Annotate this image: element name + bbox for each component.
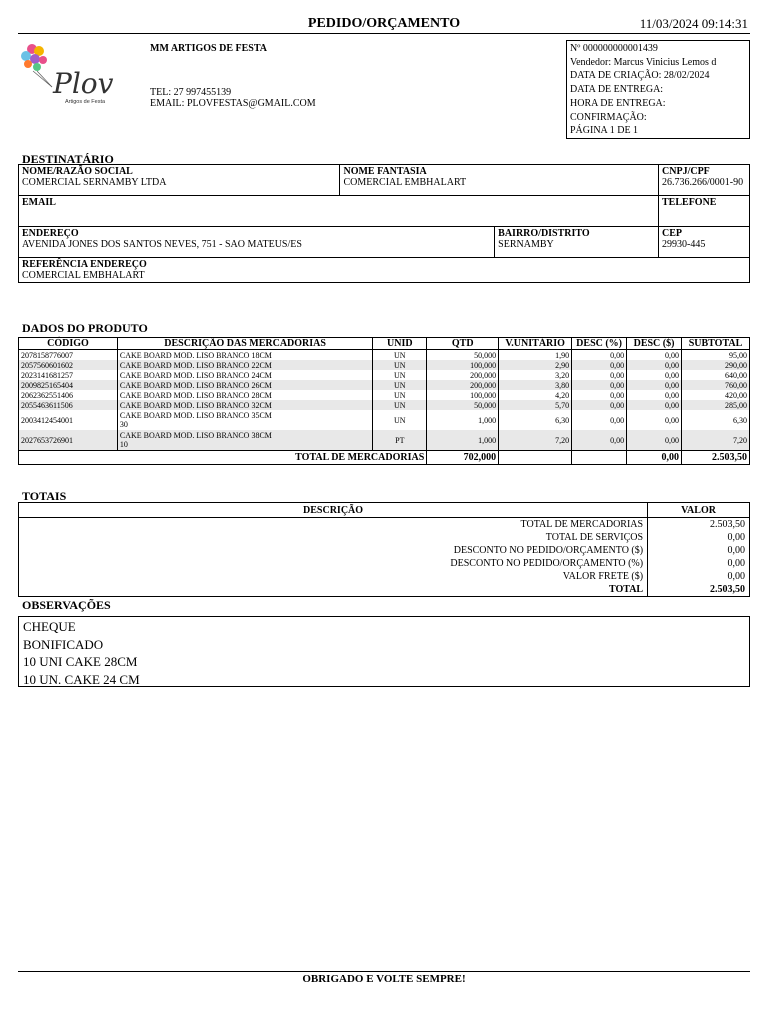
table-row — [19, 350, 750, 361]
cell-subtotal: 95,00 — [681, 350, 749, 361]
observation-line: 10 UN. CAKE 24 CM — [23, 671, 140, 687]
cell-subtotal: 290,00 — [681, 360, 749, 370]
order-info-box — [566, 40, 750, 139]
cell-subtotal: 420,00 — [681, 390, 749, 400]
print-datetime: 11/03/2024 09:14:31 — [639, 16, 748, 31]
cell-disc-val: 0,00 — [627, 380, 682, 390]
cell-disc-val: 0,00 — [627, 430, 682, 451]
totals-grand-total-row — [19, 583, 750, 597]
footer-message: OBRIGADO E VOLTE SEMPRE! — [302, 973, 466, 985]
order-delivery-date: DATA DE ENTREGA: — [570, 84, 664, 96]
totals-row — [19, 544, 750, 557]
cell-subtotal: 285,00 — [681, 400, 749, 410]
cell-description-line2: 10 — [119, 440, 128, 449]
cell-disc-pct: 0,00 — [572, 380, 627, 390]
totals-grand-total-label: TOTAL — [19, 583, 648, 597]
cell-description: CAKE BOARD MOD. LISO BRANCO 32CM — [117, 400, 372, 410]
totals-row-value: 0,00 — [648, 557, 750, 570]
cell-subtotal: 760,00 — [681, 380, 749, 390]
col-unit-price-header: V.UNITÁRIO — [499, 338, 572, 350]
totals-row-label: TOTAL DE MERCADORIAS — [19, 518, 648, 532]
order-created-date: DATA DE CRIAÇÃO: 28/02/2024 — [570, 70, 710, 82]
totals-desc-header: DESCRIÇÃO — [19, 503, 648, 518]
recipient-reference-cell: REFERÊNCIA ENDEREÇO COMERCIAL EMBHALART — [19, 258, 750, 283]
totals-row-label: DESCONTO NO PEDIDO/ORÇAMENTO (%) — [19, 557, 648, 570]
order-confirmation: CONFIRMAÇÃO: — [570, 111, 647, 123]
cell-qty: 100,000 — [427, 360, 499, 370]
products-header-row — [19, 338, 750, 350]
cell-unit-price: 7,20 — [499, 430, 572, 451]
order-seller: Vendedor: Marcus Vinicius Lemos d — [570, 56, 717, 68]
products-total-qty: 702,000 — [427, 451, 499, 465]
cell-unit-price: 3,20 — [499, 370, 572, 380]
cell-qty: 100,000 — [427, 390, 499, 400]
recipient-district: SERNAMBY — [498, 239, 554, 250]
cell-disc-pct: 0,00 — [572, 400, 627, 410]
totals-row-value: 0,00 — [648, 531, 750, 544]
cell-disc-val: 0,00 — [627, 360, 682, 370]
cell-description: CAKE BOARD MOD. LISO BRANCO 18CM — [117, 350, 372, 361]
cell-qty: 1,000 — [427, 410, 499, 430]
recipient-table — [18, 164, 750, 283]
cell-description: CAKE BOARD MOD. LISO BRANCO 28CM — [117, 390, 372, 400]
recipient-section-title: DESTINATÁRIO — [22, 152, 114, 166]
cell-unit-price: 3,80 — [499, 380, 572, 390]
logo-tagline: Artigos de Festa — [65, 99, 106, 105]
page-title: PEDIDO/ORÇAMENTO — [307, 16, 461, 31]
cell-unit: UN — [373, 410, 427, 430]
recipient-address-cell: ENDEREÇO AVENIDA JONES DOS SANTOS NEVES, 751 - SAO MATEUS/ES — [19, 227, 495, 258]
cell-subtotal: 640,00 — [681, 370, 749, 380]
cell-disc-pct: 0,00 — [572, 430, 627, 451]
cell-qty: 50,000 — [427, 350, 499, 361]
cell-disc-pct: 0,00 — [572, 390, 627, 400]
recipient-fantasy-cell: NOME FANTASIA COMERCIAL EMBHALART — [340, 165, 659, 196]
cell-disc-pct: 0,00 — [572, 370, 627, 380]
cell-disc-pct: 0,00 — [572, 350, 627, 361]
cell-qty: 1,000 — [427, 430, 499, 451]
col-description-header: DESCRIÇÃO DAS MERCADORIAS — [117, 338, 372, 350]
totals-value-header: VALOR — [648, 503, 750, 518]
cell-code: 2023141681257 — [19, 370, 118, 380]
cell-unit: UN — [373, 350, 427, 361]
table-row — [19, 390, 750, 400]
cell-disc-val: 0,00 — [627, 390, 682, 400]
cell-unit: PT — [373, 430, 427, 451]
cell-disc-val: 0,00 — [627, 350, 682, 361]
order-delivery-time: HORA DE ENTREGA: — [570, 97, 666, 109]
cell-disc-pct: 0,00 — [572, 360, 627, 370]
products-total-subtotal: 2.503,50 — [681, 451, 749, 465]
observations-box — [18, 616, 750, 687]
cell-description — [117, 430, 372, 451]
order-number: Nº 000000000001439 — [570, 43, 658, 54]
cell-unit: UN — [373, 400, 427, 410]
cell-code: 2009825165404 — [19, 380, 118, 390]
totals-row-label: DESCONTO NO PEDIDO/ORÇAMENTO ($) — [19, 544, 648, 557]
cell-qty: 50,000 — [427, 400, 499, 410]
cell-disc-val: 0,00 — [627, 370, 682, 380]
totals-row — [19, 531, 750, 544]
products-section-title: DADOS DO PRODUTO — [22, 321, 148, 335]
recipient-reference: COMERCIAL EMBHALART — [22, 270, 145, 281]
cell-code: 2078158776007 — [19, 350, 118, 361]
totals-section-title: TOTAIS — [22, 489, 67, 503]
cell-subtotal: 6,30 — [681, 410, 749, 430]
totals-row-value: 0,00 — [648, 570, 750, 583]
col-subtotal-header: SUBTOTAL — [681, 338, 749, 350]
cell-code: 2055463611506 — [19, 400, 118, 410]
recipient-address: AVENIDA JONES DOS SANTOS NEVES, 751 - SAO MATEUS/ES — [22, 239, 302, 250]
logo-brand: Plov — [53, 67, 114, 100]
recipient-cnpj: 26.736.266/0001-90 — [662, 177, 744, 188]
totals-row — [19, 557, 750, 570]
recipient-cep: 29930-445 — [662, 239, 706, 250]
cell-unit-price: 1,90 — [499, 350, 572, 361]
totals-row-label: VALOR FRETE ($) — [19, 570, 648, 583]
cell-description-line1: CAKE BOARD MOD. LISO BRANCO 38CM — [119, 431, 272, 440]
observation-line: CHEQUE — [23, 619, 76, 634]
col-unit-header: UNID — [373, 338, 427, 350]
table-row — [19, 410, 750, 430]
totals-grand-total-value: 2.503,50 — [648, 583, 750, 597]
cell-description-line1: CAKE BOARD MOD. LISO BRANCO 35CM — [119, 411, 272, 420]
cell-description: CAKE BOARD MOD. LISO BRANCO 26CM — [117, 380, 372, 390]
cell-unit: UN — [373, 370, 427, 380]
cell-code: 2057560601602 — [19, 360, 118, 370]
cell-code: 2003412454001 — [19, 410, 118, 430]
products-total-row — [19, 451, 750, 465]
cell-subtotal: 7,20 — [681, 430, 749, 451]
recipient-cep-cell: CEP 29930-445 — [659, 227, 750, 258]
col-qty-header: QTD — [427, 338, 499, 350]
table-row — [19, 380, 750, 390]
footer-divider — [18, 971, 750, 972]
company-phone: TEL: 27 997455139 — [150, 87, 232, 98]
totals-row-value: 2.503,50 — [648, 518, 750, 532]
company-email: EMAIL: PLOVFESTAS@GMAIL.COM — [150, 98, 316, 109]
products-total-disc: 0,00 — [627, 451, 682, 465]
table-row — [19, 400, 750, 410]
observation-line: BONIFICADO — [23, 636, 104, 652]
cell-unit-price: 6,30 — [499, 410, 572, 430]
cell-code: 2062362551406 — [19, 390, 118, 400]
recipient-cnpj-cell: CNPJ/CPF 26.736.266/0001-90 — [659, 165, 750, 196]
observation-line: 10 UNI CAKE 28CM — [23, 654, 138, 669]
cell-code: 2027653726901 — [19, 430, 118, 451]
totals-table — [18, 502, 750, 597]
header-divider — [18, 33, 750, 34]
cell-unit-price: 4,20 — [499, 390, 572, 400]
observations-section-title: OBSERVAÇÕES — [22, 598, 111, 612]
recipient-name: COMERCIAL SERNAMBY LTDA — [22, 177, 167, 188]
col-disc-pct-header: DESC (%) — [572, 338, 627, 350]
cell-disc-val: 0,00 — [627, 400, 682, 410]
totals-row — [19, 518, 750, 532]
cell-qty: 200,000 — [427, 380, 499, 390]
cell-disc-pct: 0,00 — [572, 410, 627, 430]
cell-unit: UN — [373, 390, 427, 400]
col-disc-val-header: DESC ($) — [627, 338, 682, 350]
totals-row — [19, 570, 750, 583]
recipient-district-cell: BAIRRO/DISTRITO SERNAMBY — [495, 227, 659, 258]
cell-unit-price: 5,70 — [499, 400, 572, 410]
totals-row-label: TOTAL DE SERVIÇOS — [19, 531, 648, 544]
cell-disc-val: 0,00 — [627, 410, 682, 430]
recipient-name-cell: NOME/RAZÃO SOCIAL COMERCIAL SERNAMBY LTDA — [19, 165, 340, 196]
cell-unit: UN — [373, 380, 427, 390]
products-table — [18, 337, 750, 465]
totals-header-row — [19, 503, 750, 518]
cell-unit-price: 2,90 — [499, 360, 572, 370]
company-name: MM ARTIGOS DE FESTA — [150, 43, 267, 54]
col-code-header: CÓDIGO — [19, 338, 118, 350]
table-row — [19, 360, 750, 370]
products-total-label: TOTAL DE MERCADORIAS — [19, 451, 427, 465]
table-row — [19, 430, 750, 451]
company-logo — [18, 41, 128, 107]
cell-description — [117, 410, 372, 430]
recipient-email-cell: EMAIL — [19, 196, 659, 227]
cell-qty: 200,000 — [427, 370, 499, 380]
table-row — [19, 370, 750, 380]
cell-description: CAKE BOARD MOD. LISO BRANCO 24CM — [117, 370, 372, 380]
order-page: PÁGINA 1 DE 1 — [570, 125, 639, 137]
cell-description-line2: 30 — [119, 420, 128, 429]
totals-row-value: 0,00 — [648, 544, 750, 557]
recipient-phone-cell: TELEFONE — [659, 196, 750, 227]
cell-description: CAKE BOARD MOD. LISO BRANCO 22CM — [117, 360, 372, 370]
recipient-fantasy-name: COMERCIAL EMBHALART — [343, 177, 467, 188]
cell-unit: UN — [373, 360, 427, 370]
